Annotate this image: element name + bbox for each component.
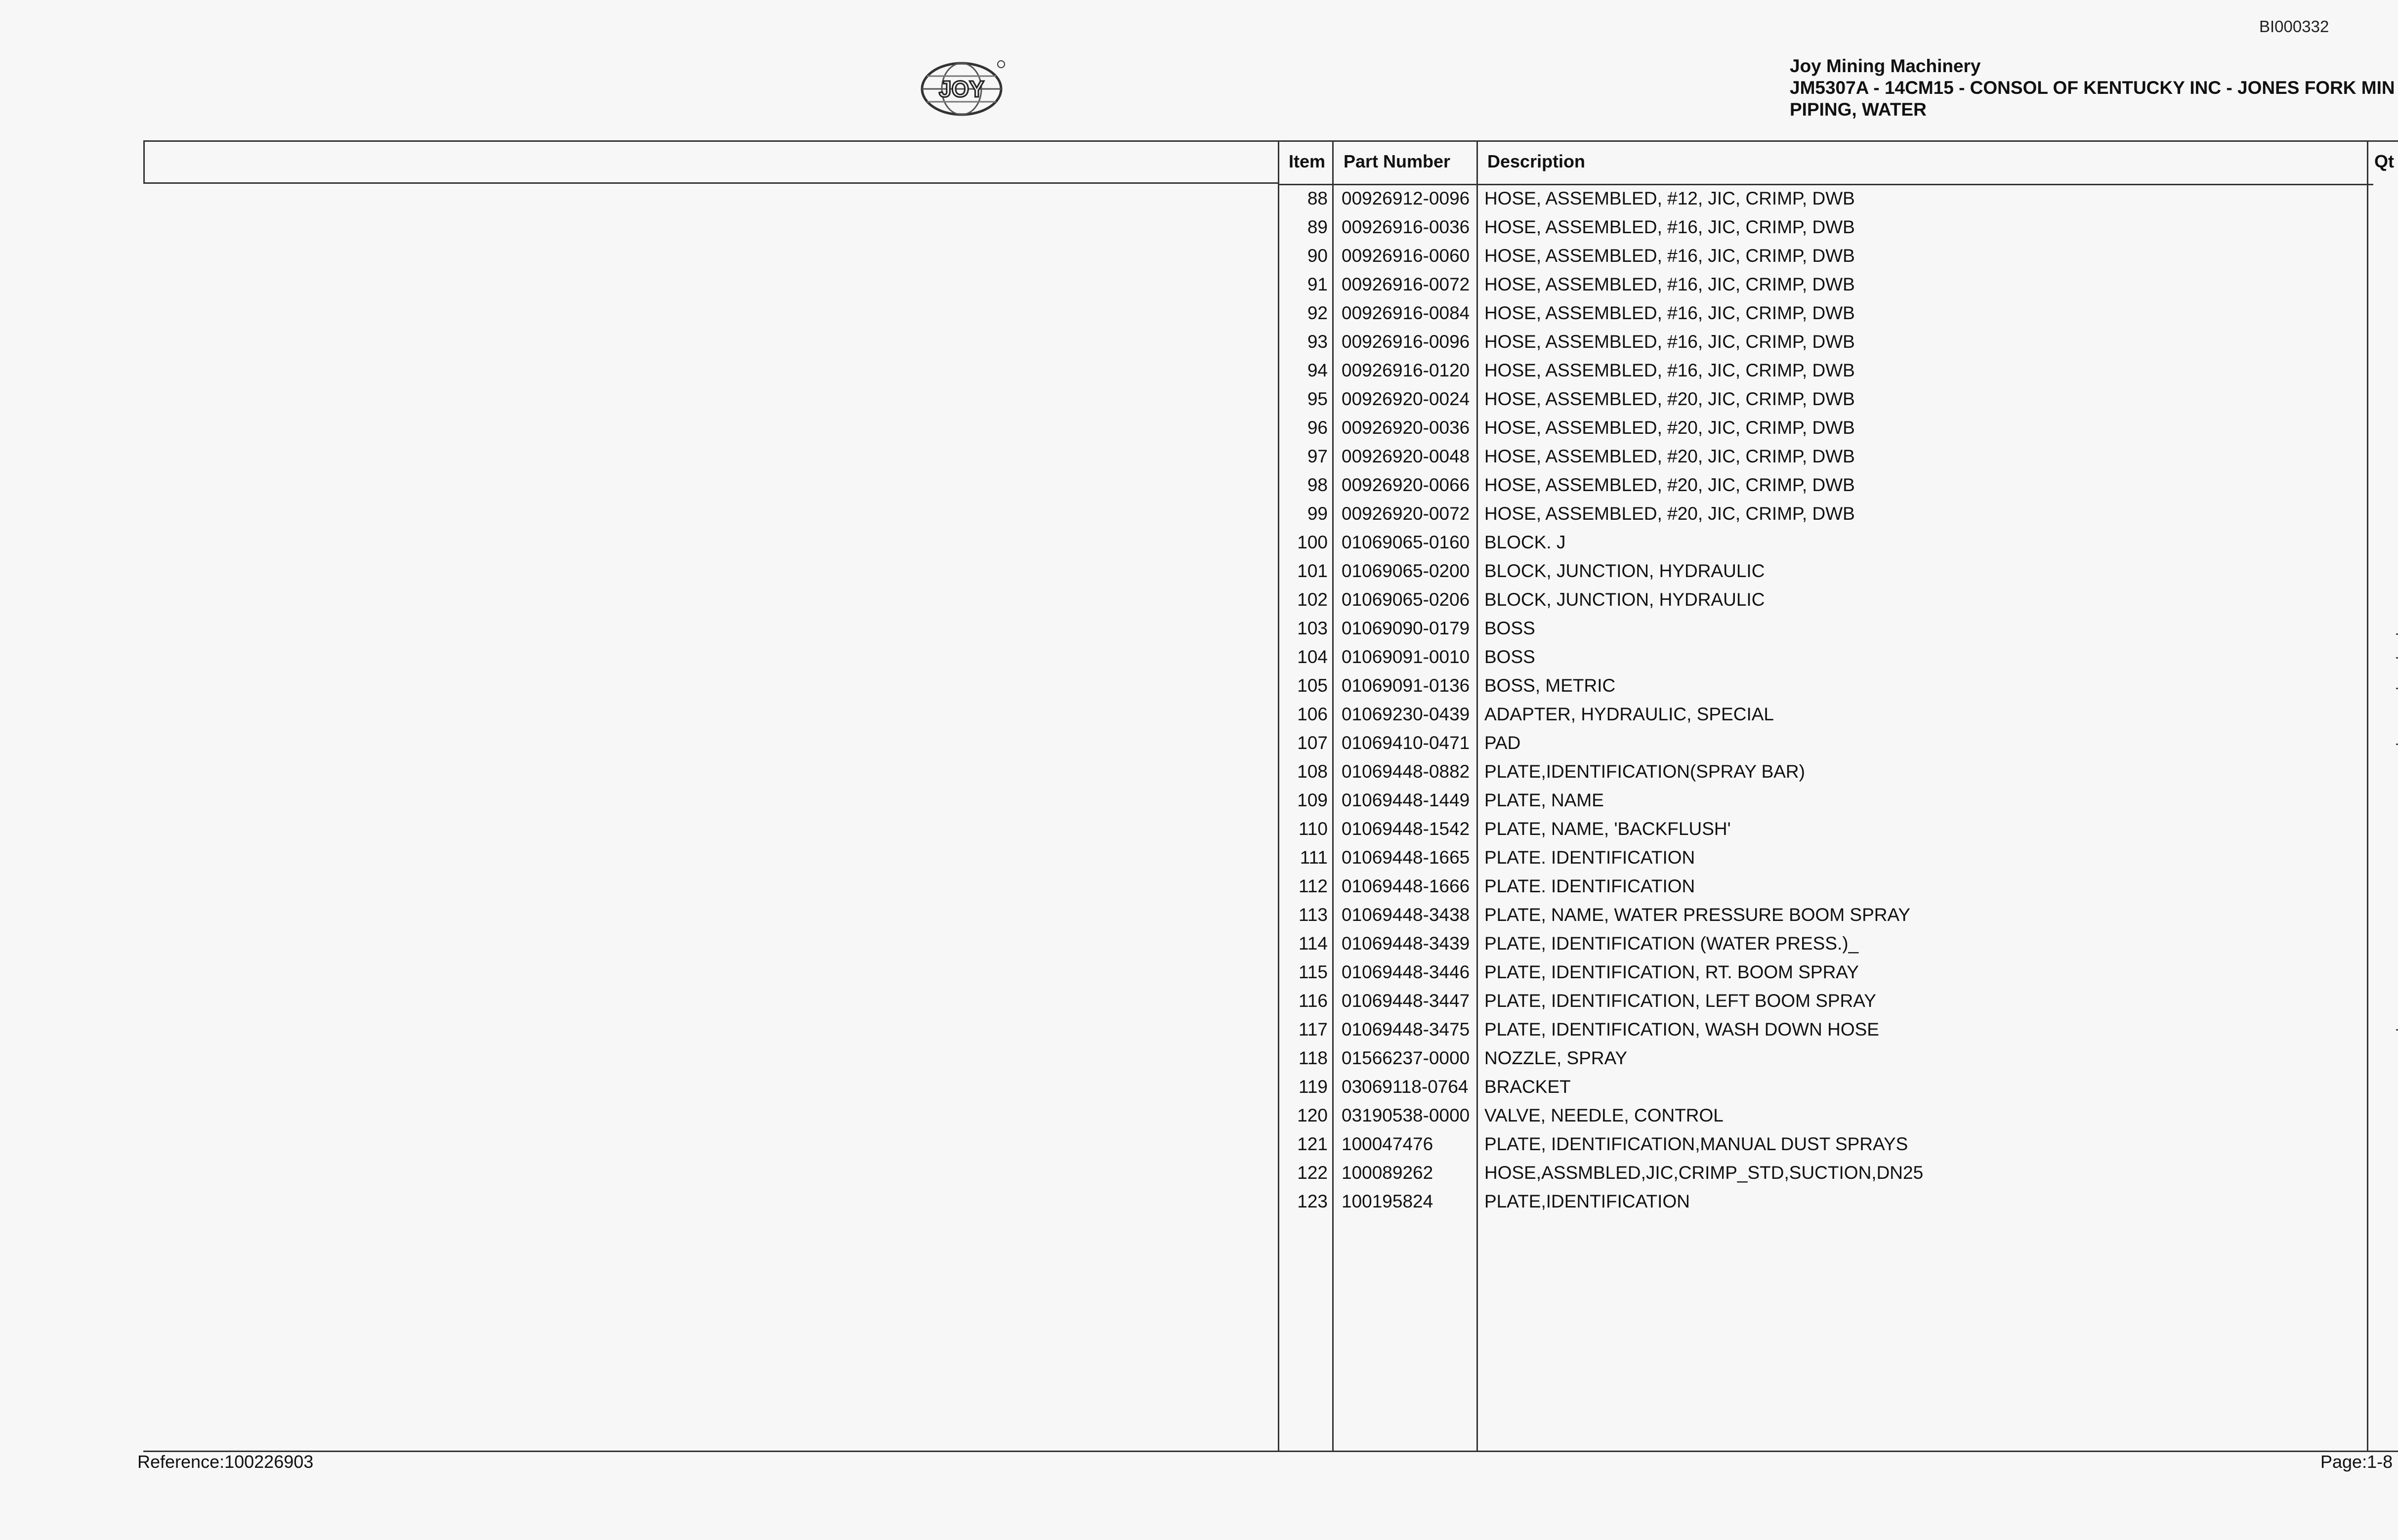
part-number-cell: 01069230-0439 [1342,704,1470,724]
item-cell: 102 [1297,589,1328,610]
part-number-cell: 00926920-0048 [1342,446,1470,466]
description-cell: BLOCK, JUNCTION, HYDRAULIC [1484,589,1765,610]
item-cell: 111 [1300,847,1328,868]
description-cell: HOSE, ASSEMBLED, #16, JIC, CRIMP, DWB [1484,246,1855,266]
part-number-cell: 01069448-1666 [1342,876,1470,896]
item-cell: 101 [1297,561,1328,581]
description-cell: PLATE,IDENTIFICATION [1484,1191,1690,1211]
illustration-panel-header [143,140,1278,184]
qty-fragment [2396,1029,2398,1031]
item-cell: 93 [1307,332,1328,352]
part-number-cell: 100047476 [1342,1134,1433,1154]
item-cell: 95 [1307,389,1328,409]
part-number-cell: 00926920-0024 [1342,389,1470,409]
part-number-cell: 01069065-0200 [1342,561,1470,581]
description-cell: HOSE, ASSEMBLED, #16, JIC, CRIMP, DWB [1484,217,1855,237]
logo-text: JOY [938,76,985,102]
description-cell: ADAPTER, HYDRAULIC, SPECIAL [1484,704,1774,724]
description-cell: BOSS [1484,647,1535,667]
description-cell: HOSE, ASSEMBLED, #16, JIC, CRIMP, DWB [1484,360,1855,380]
header-qty: Qt [2374,151,2394,171]
part-number-cell: 03069118-0764 [1342,1077,1469,1097]
header-part-number: Part Number [1344,151,1451,171]
description-cell: PLATE,IDENTIFICATION(SPRAY BAR) [1484,761,1805,782]
part-number-cell: 03190538-0000 [1342,1105,1470,1125]
part-number-cell: 00926916-0060 [1342,246,1470,266]
item-cell: 98 [1307,475,1328,495]
table-top-rule [1279,140,2398,142]
part-number-cell: 01069065-0206 [1342,589,1470,610]
part-number-cell: 100195824 [1342,1191,1433,1211]
description-cell: PLATE, IDENTIFICATION (WATER PRESS.)_ [1484,933,1859,954]
description-cell: BRACKET [1484,1077,1571,1097]
item-cell: 113 [1299,905,1328,925]
description-cell: PLATE, IDENTIFICATION,MANUAL DUST SPRAYS [1484,1134,1908,1154]
part-number-cell: 01069065-0160 [1342,532,1470,552]
part-number-cell: 100089262 [1342,1163,1433,1183]
description-cell: BOSS, METRIC [1484,675,1616,696]
description-cell: HOSE, ASSEMBLED, #20, JIC, CRIMP, DWB [1484,389,1855,409]
description-cell: HOSE, ASSEMBLED, #20, JIC, CRIMP, DWB [1484,417,1855,438]
part-number-cell: 01069448-3446 [1342,962,1470,982]
item-cell: 103 [1297,618,1328,638]
part-number-cell: 01069448-1449 [1342,790,1470,810]
description-cell: PLATE. IDENTIFICATION [1484,847,1695,868]
description-cell: HOSE, ASSEMBLED, #20, JIC, CRIMP, DWB [1484,475,1855,495]
part-number-cell: 00926916-0120 [1342,360,1470,380]
header-block [1790,55,2395,121]
part-number-cell: 01069448-1665 [1342,847,1470,868]
part-number-cell: 00926912-0096 [1342,188,1470,208]
item-cell: 97 [1307,446,1328,466]
item-cell: 94 [1307,360,1328,380]
description-cell: PLATE, IDENTIFICATION, LEFT BOOM SPRAY [1484,991,1876,1011]
part-number-cell: 01069090-0179 [1342,618,1470,638]
qty-fragment [2396,657,2398,659]
description-cell: HOSE, ASSEMBLED, #16, JIC, CRIMP, DWB [1484,274,1855,294]
part-number-cell: 01069091-0136 [1342,675,1470,696]
description-cell: PLATE, NAME [1484,790,1604,810]
part-number-cell: 01069448-3438 [1342,905,1470,925]
qty-fragment [2396,688,2398,689]
header-description: Description [1487,151,1586,171]
item-cell: 106 [1297,704,1328,724]
description-cell: HOSE, ASSEMBLED, #16, JIC, CRIMP, DWB [1484,332,1855,352]
description-cell: HOSE, ASSEMBLED, #20, JIC, CRIMP, DWB [1484,446,1855,466]
item-cell: 99 [1307,503,1328,524]
table-bottom-rule [143,1451,2398,1452]
item-cell: 123 [1297,1191,1328,1211]
part-number-cell: 00926920-0066 [1342,475,1470,495]
description-cell: PAD [1484,733,1521,753]
description-cell: NOZZLE, SPRAY [1484,1048,1628,1068]
item-cell: 116 [1299,991,1328,1011]
part-column-rule [1332,140,1334,1452]
description-column-rule [1476,140,1478,1452]
joy-globe-logo [920,58,1007,117]
qty-column-rule [2367,140,2368,1452]
description-cell: BLOCK, JUNCTION, HYDRAULIC [1484,561,1765,581]
item-cell: 96 [1307,417,1328,438]
item-cell: 109 [1297,790,1328,810]
item-cell: 115 [1299,962,1328,982]
description-cell: HOSE, ASSEMBLED, #16, JIC, CRIMP, DWB [1484,303,1855,323]
qty-fragment [2396,744,2398,745]
description-cell: PLATE, NAME, WATER PRESSURE BOOM SPRAY [1484,905,1911,925]
item-cell: 100 [1297,532,1328,552]
item-cell: 92 [1307,303,1328,323]
description-cell: BLOCK. J [1484,532,1566,552]
item-cell: 118 [1299,1048,1328,1068]
item-cell: 117 [1299,1019,1328,1040]
footer-reference: Reference:100226903 [137,1452,314,1472]
part-number-cell: 00926920-0036 [1342,417,1470,438]
document-title: JM5307A - 14CM15 - CONSOL OF KENTUCKY INC - JONES FORK MIN [1790,78,2395,98]
item-cell: 119 [1299,1077,1328,1097]
item-column-rule [1278,140,1279,1452]
part-number-cell: 01069448-0882 [1342,761,1470,782]
description-cell: VALVE, NEEDLE, CONTROL [1484,1105,1724,1125]
description-cell: HOSE, ASSEMBLED, #12, JIC, CRIMP, DWB [1484,188,1855,208]
part-number-cell: 00926916-0036 [1342,217,1470,237]
footer-page-number: Page:1-8 [2320,1452,2393,1472]
part-number-cell: 00926920-0072 [1342,503,1470,524]
item-cell: 122 [1297,1163,1328,1183]
section-title: PIPING, WATER [1790,99,1927,120]
qty-fragment [2396,633,2398,635]
part-number-cell: 01069410-0471 [1342,733,1470,753]
description-cell: HOSE, ASSEMBLED, #20, JIC, CRIMP, DWB [1484,503,1855,524]
header-item: Item [1289,151,1326,171]
part-number-cell: 01069448-1542 [1342,819,1470,839]
item-cell: 108 [1297,761,1328,782]
part-number-cell: 00926916-0072 [1342,274,1470,294]
item-cell: 120 [1297,1105,1328,1125]
description-cell: BOSS [1484,618,1535,638]
part-number-cell: 01069448-3475 [1342,1019,1470,1040]
item-cell: 104 [1297,647,1328,667]
item-cell: 110 [1299,819,1328,839]
item-cell: 90 [1307,246,1328,266]
part-number-cell: 00926916-0084 [1342,303,1470,323]
part-number-cell: 00926916-0096 [1342,332,1470,352]
item-cell: 89 [1307,217,1328,237]
part-number-cell: 01069448-3447 [1342,991,1470,1011]
company-name: Joy Mining Machinery [1790,56,1981,76]
item-cell: 107 [1297,733,1328,753]
description-cell: PLATE. IDENTIFICATION [1484,876,1695,896]
part-number-cell: 01566237-0000 [1342,1048,1470,1068]
description-cell: PLATE, IDENTIFICATION, WASH DOWN HOSE [1484,1019,1879,1040]
item-cell: 112 [1299,876,1328,896]
part-number-cell: 01069448-3439 [1342,933,1470,954]
description-cell: HOSE,ASSMBLED,JIC,CRIMP_STD,SUCTION,DN25 [1484,1163,1924,1183]
description-cell: PLATE, NAME, 'BACKFLUSH' [1484,819,1731,839]
item-cell: 88 [1307,188,1328,208]
description-cell: PLATE, IDENTIFICATION, RT. BOOM SPRAY [1484,962,1859,982]
part-number-cell: 01069091-0010 [1342,647,1470,667]
item-cell: 114 [1299,933,1328,954]
document-id: BI000332 [2259,17,2329,36]
item-cell: 91 [1307,274,1328,294]
item-cell: 105 [1297,675,1328,696]
item-cell: 121 [1297,1134,1328,1154]
